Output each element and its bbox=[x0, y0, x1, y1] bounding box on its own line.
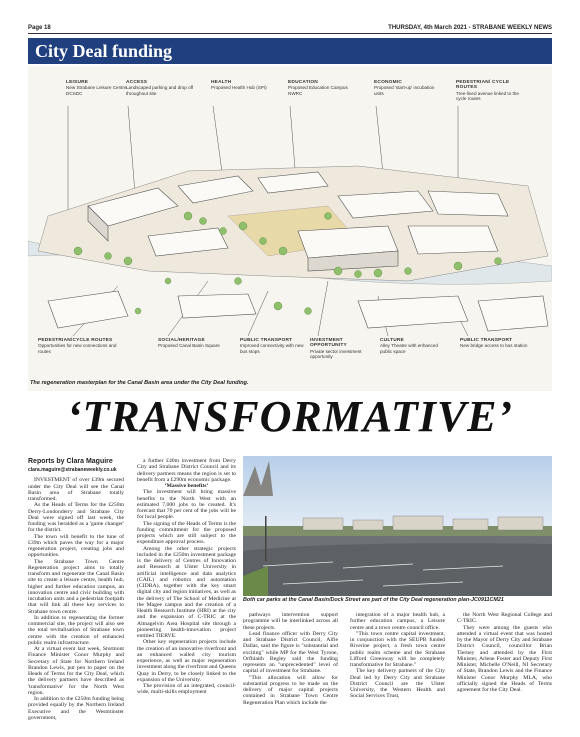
label-text: Proposed 'start-up' incubation units bbox=[374, 85, 435, 96]
section-banner bbox=[28, 38, 552, 64]
paragraph: In addition to regenerating the former commercial site, the project will also see the total revitalisation of Strabane town centre with the creation of enhanced public realm infrastructure. bbox=[28, 614, 124, 646]
paragraph: pathways intervention support programme will be interlinked across all these projects. bbox=[243, 612, 338, 631]
label-culture bbox=[380, 338, 450, 354]
label-education bbox=[288, 80, 358, 96]
label-health bbox=[211, 80, 281, 91]
page-folio bbox=[28, 25, 552, 36]
paragraph: At a virtual event last week, Stormont Finance Minister Conor Murphy and Secretary of State for Northern Ireland Brandon Lewis, put pen to paper on the Heads of Terms for the City Deal, which the delivery partners have described as 'transformative' for the North West region. bbox=[28, 646, 124, 696]
section-title: City Deal funding bbox=[35, 41, 173, 61]
label-text: Opportunities for new connections and routes bbox=[38, 343, 117, 354]
label-heading: PUBLIC TRANSPORT bbox=[460, 338, 513, 343]
label-heading: SOCIAL/HERITAGE bbox=[158, 338, 205, 343]
paragraph: Lead finance officer with Derry City and Strabane District Council, Alfie Dallas, said the figure is "substantial and exciting" while MP for the West Tyrone, Orfhlaith Begley said the funding represents an "unprecedented" level of capital of investment for Strabane. bbox=[243, 630, 338, 675]
article-column-4 bbox=[350, 612, 445, 700]
label-text: Private sector investment opportunity bbox=[310, 348, 362, 360]
paragraph: As the Heads of Terms for the £250m Derry-Londonderry and Strabane City Deal were signed off last week, the funding was heralded as a 'game changer' for the district. bbox=[28, 502, 124, 534]
label-text: Alley Theatre with enhanced public space bbox=[380, 343, 438, 354]
car-park-photo bbox=[243, 456, 552, 596]
byline: Reports by Clara Maguire bbox=[28, 458, 113, 465]
article-column-3 bbox=[243, 612, 338, 706]
paragraph: The provision of an integrated, council-wide, multi-skills employment bbox=[137, 683, 236, 696]
label-social-heritage bbox=[158, 338, 228, 349]
label-text: Landscaped parking and drop off throughout site bbox=[126, 85, 194, 96]
paragraph: the North West Regional College and C-TRIC. bbox=[457, 612, 552, 625]
paragraph: INVESTMENT of over £39m secured under the City Deal will see the Canal Basin area of Strabane totally transformed. bbox=[28, 477, 124, 502]
paragraph: The signing of the Heads of Terms is the funding commitment for the proposed projects which are still subject to the expenditure approval process. bbox=[137, 520, 236, 546]
subheading: ‘Massive benefits’ bbox=[164, 483, 209, 489]
label-text: Tree-lined avenue linked to the cycle routes bbox=[456, 90, 519, 102]
label-text: New bridge access to bus station bbox=[460, 343, 528, 349]
label-heading: CULTURE bbox=[380, 338, 404, 343]
paragraph: a further £40m investment from Derry City and Strabane District Council and its delivery partners means the region is set to benefit from a £290m economic package. bbox=[137, 458, 236, 483]
paragraph: The key delivery partners of the City Deal led by Derry City and Strabane District Council are the Ulster University, the Western Health and Social Services Trust, bbox=[350, 668, 445, 700]
paragraph: Among the other strategic projects included in the £250m investment package is the delivery of Centres of Innovation and Research at Ulster University in artificial intelligence and data analytics (CAIL) and robotics and automation (CIDRA), together with the key smart digital city and region initiatives, as well as the delivery of The School of Medicine at the Magee campus and the creation of a Health Research Institute (HRI) at the city and the expansion of C-TRIC at the Altnagelvin Area Hospital site through a pioneering health-innovation project entitled TIERVE. bbox=[137, 545, 236, 639]
dateline: THURSDAY, 4th March 2021 - STRABANE WEEKLY NEWS bbox=[388, 25, 552, 31]
label-heading: LEISURE bbox=[66, 80, 89, 85]
paragraph: "This town centre capital investment, in conjunction with the SEUPB funded Riverine project, a fresh town centre public realm scheme and the Strabane Lifford Greenway will be completely transformative for Strabane." bbox=[350, 630, 445, 668]
author-email: clara.maguire@strabaneweekly.co.uk bbox=[28, 467, 117, 473]
car-park-photo-image bbox=[243, 456, 552, 596]
article-column-5 bbox=[457, 612, 552, 693]
paragraph: "This allocation will allow for substantial progress to be made on the delivery of major capital projects contained in Strabane Town Centre Regeneration Plan which include the bbox=[243, 674, 338, 706]
photo-caption: Both car parks at the Canal Basin/Dock Street are part of the City Deal regeneration plan-JC0911CM21 bbox=[243, 597, 504, 603]
paragraph: Other key regeneration projects include the creation of an innovative riverfront and an enhanced walled city tourism experience, as well as major regeneration investment along the riverfront and Queens Quay in Derry, to be closely linked to the expansion of the University. bbox=[137, 639, 236, 683]
label-heading: PEDESTRIAN/CYCLE ROUTES bbox=[38, 338, 113, 343]
paragraph: integration of a major health hub, a further education campus, a Leisure centre and a town centre council office. bbox=[350, 612, 445, 631]
label-public-transport-2 bbox=[460, 338, 530, 349]
label-pedestrian-top bbox=[456, 80, 526, 102]
masterplan-illustration bbox=[28, 66, 552, 391]
label-text: New Strabane Leisure Centre DCSDC bbox=[66, 85, 127, 96]
masterplan-caption: The regeneration masterplan for the Canal Basin area under the City Deal funding. bbox=[30, 380, 249, 386]
label-heading: ECONOMIC bbox=[374, 80, 402, 85]
paragraph: The town will benefit to the tune of £39m which paves the way for a major regeneration project, creating jobs and opportunities. bbox=[28, 533, 124, 559]
label-economic bbox=[374, 80, 444, 96]
paragraph: The Strabane Town Centre Regeneration project aims to totally transform and regenerate the Canal Basin site to create a leisure centre, health hub, higher and further education campus, an innovation centre and civic building with incubation units and a pedestrian footpath that will link all these key services to Strabane town centre. bbox=[28, 558, 124, 615]
label-text: Proposed Education Campus NWRC bbox=[288, 85, 348, 96]
label-text: Improved connectivity with new bus stops bbox=[240, 343, 304, 354]
label-text: Proposed Canal Basin Square bbox=[158, 343, 220, 349]
label-public-transport-1 bbox=[240, 338, 310, 354]
page-number: Page 18 bbox=[28, 25, 51, 31]
label-heading: PUBLIC TRANSPORT bbox=[240, 338, 293, 343]
paragraph: In addition to the £250m funding being provided equally by the Northern Ireland Executive and the Westminster government, bbox=[28, 696, 124, 721]
label-heading: ACCESS bbox=[126, 80, 148, 85]
label-heading: EDUCATION bbox=[288, 80, 318, 85]
label-heading: INVESTMENT OPPORTUNITY bbox=[310, 338, 347, 349]
headline: ‘TRANSFORMATIVE’ bbox=[66, 392, 514, 441]
label-text: Proposed Health Hub (SPI) bbox=[211, 85, 267, 91]
header-rule bbox=[28, 33, 552, 34]
article-column-1 bbox=[28, 458, 124, 721]
label-access bbox=[126, 80, 196, 96]
label-pedestrian-bottom bbox=[38, 338, 118, 354]
label-investment bbox=[310, 338, 380, 360]
paragraph: The investment will bring massive benefits to the North West with an estimated 7,000 jobs to be created. It's forecast that 70 per cent of the jobs will be for local people. bbox=[137, 489, 236, 521]
label-heading: HEALTH bbox=[211, 80, 232, 85]
paragraph: They were among the guests who attended a virtual event that was hosted by the Mayor of Derry City and Strabane District Council, councillor Brian Tierney and attended by the First Minister, Arlene Foster and Deputy First Minister, Michelle O'Neill, NI Secretary of State, Brandon Lewis and the Finance Minister Conor Murphy MLA, who officially signed the Heads of Terms agreement for the City Deal. bbox=[457, 624, 552, 693]
article-column-2 bbox=[137, 458, 236, 696]
label-heading: PEDESTRIAN/ CYCLE ROUTES bbox=[456, 80, 510, 91]
